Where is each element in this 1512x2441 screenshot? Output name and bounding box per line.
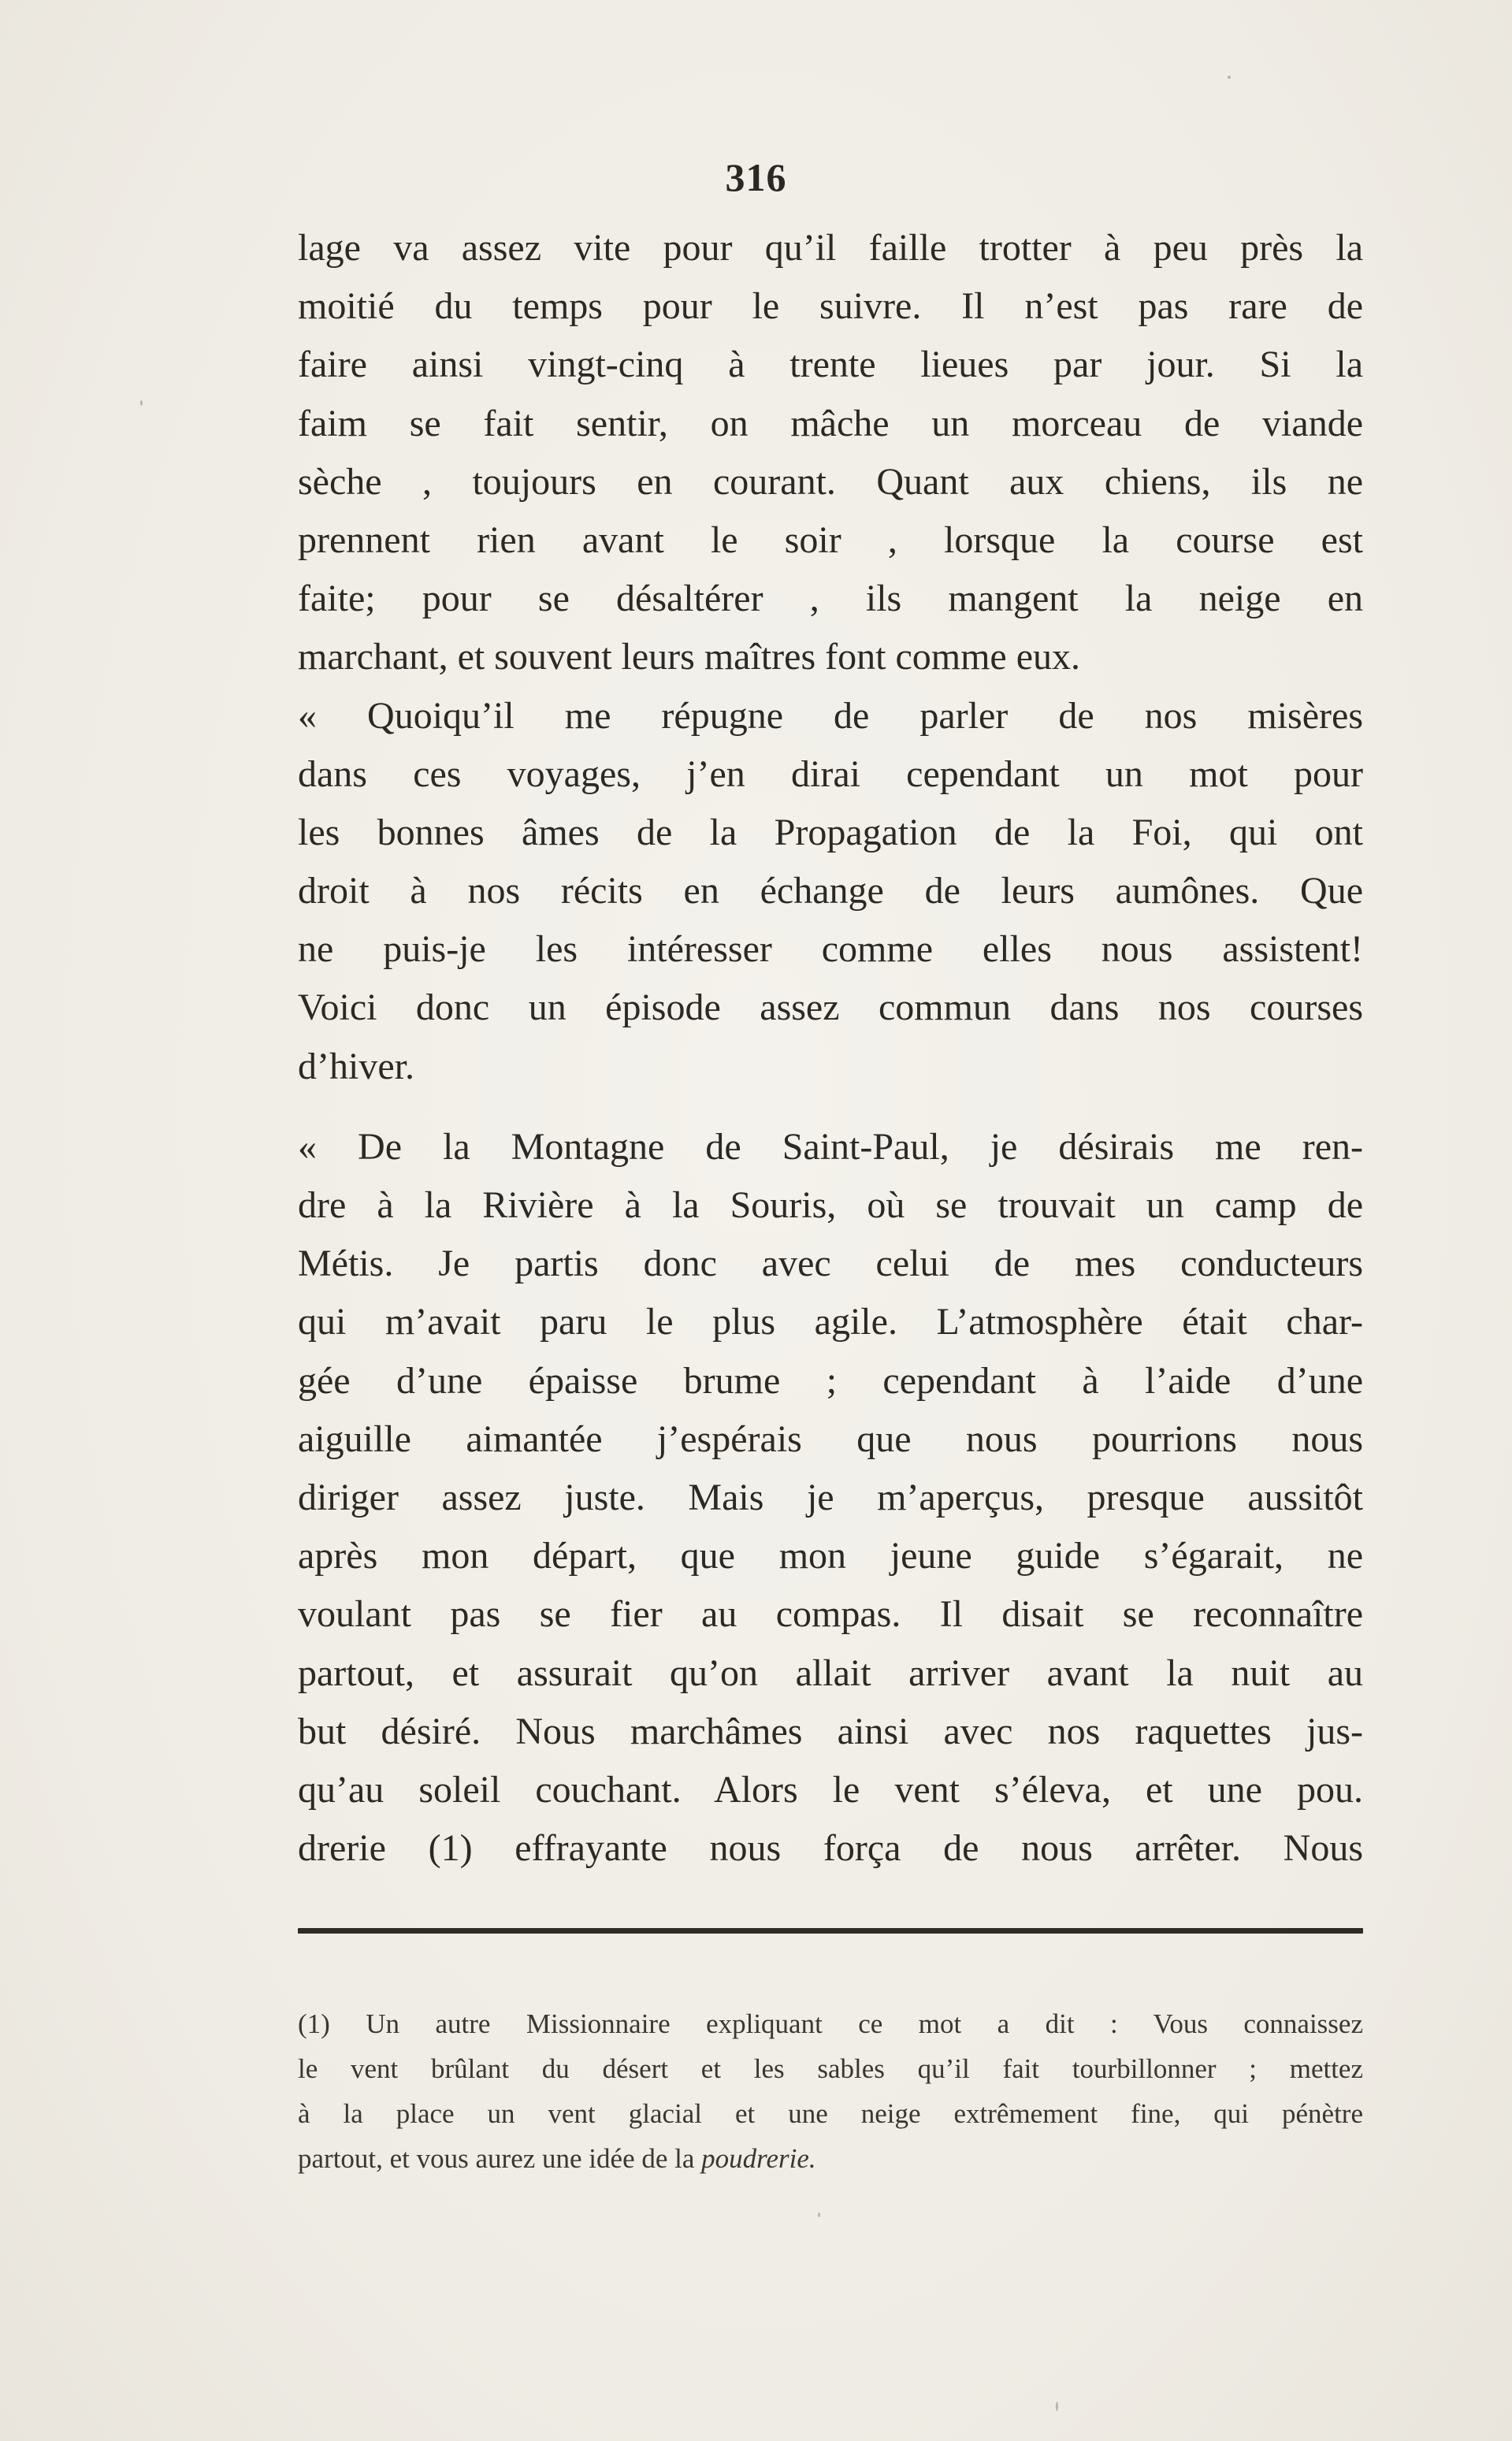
main-text [298, 219, 1363, 1878]
paper-speck [140, 400, 143, 406]
text-line: dre à la Rivière à la Souris, où se trouvait un camp de [298, 1184, 1363, 1226]
text-line: « Quoiqu’il me répugne de parler de nos misères [298, 694, 1363, 737]
text-line: aiguille aimantée j’espérais que nous pourrions nous [298, 1417, 1363, 1460]
text-line: Voici donc un épisode assez commun dans nos courses [298, 986, 1363, 1029]
text-line: partout, et assurait qu’on allait arriver avant la nuit au [298, 1651, 1363, 1694]
paragraph-gap [298, 1096, 1363, 1118]
text-line: drerie (1) effrayante nous força de nous arrêter. Nous [298, 1827, 1363, 1870]
footnote-line: (1) Un autre Missionnaire expliquant ce mot a dit : Vous connaissez [298, 2008, 1363, 2039]
text-line: gée d’une épaisse brume ; cependant à l’aide d’une [298, 1359, 1363, 1402]
paper-speck [818, 2213, 820, 2217]
footnote-emphasis: poudrerie. [701, 2143, 816, 2174]
text-line: prennent rien avant le soir , lorsque la course est [298, 518, 1363, 561]
footnote-divider [298, 1928, 1363, 1934]
page-number: 316 [725, 155, 787, 199]
text-line: moitié du temps pour le suivre. Il n’est pas rare de [298, 285, 1363, 328]
text-line: lage va assez vite pour qu’il faille trotter à peu près la [298, 227, 1363, 269]
footnote-line: à la place un vent glacial et une neige extrêmement fine, qui pénètre [298, 2098, 1363, 2129]
text-line: « De la Montagne de Saint-Paul, je désirais me ren- [298, 1125, 1363, 1168]
text-line: sèche , toujours en courant. Quant aux chiens, ils ne [298, 460, 1363, 503]
text-line: diriger assez juste. Mais je m’aperçus, presque aussitôt [298, 1476, 1363, 1518]
text-line: Métis. Je partis donc avec celui de mes conducteurs [298, 1243, 1363, 1285]
footnote-line [298, 2136, 1363, 2181]
footnote [298, 2001, 1363, 2181]
text-line: les bonnes âmes de la Propagation de la Foi, qui ont [298, 811, 1363, 853]
text-line: qui m’avait paru le plus agile. L’atmosphère était char- [298, 1301, 1363, 1343]
text-line: d’hiver. [298, 1045, 414, 1087]
paper-speck [1228, 76, 1231, 79]
text-line: qu’au soleil couchant. Alors le vent s’éleva, et une pou. [298, 1768, 1363, 1811]
text-line: après mon départ, que mon jeune guide s’égarait, ne [298, 1535, 1363, 1577]
paper-speck [1056, 2402, 1058, 2411]
text-line: voulant pas se fier au compas. Il disait se reconnaître [298, 1593, 1363, 1636]
text-line: marchant, et souvent leurs maîtres font comme eux. [298, 636, 1081, 678]
text-line: faire ainsi vingt-cinq à trente lieues par jour. Si la [298, 344, 1363, 386]
text-line: dans ces voyages, j’en dirai cependant un mot pour [298, 752, 1363, 795]
text-line: droit à nos récits en échange de leurs aumônes. Que [298, 870, 1363, 912]
text-line: but désiré. Nous marchâmes ainsi avec nos raquettes jus- [298, 1710, 1363, 1752]
footnote-line: le vent brûlant du désert et les sables qu’il fait tourbillonner ; mettez [298, 2053, 1363, 2084]
footnote-last-text: partout, et vous aurez une idée de la [298, 2143, 695, 2174]
text-line: faite; pour se désaltérer , ils mangent la neige en [298, 578, 1363, 620]
text-line: faim se fait sentir, on mâche un morceau de viande [298, 402, 1363, 444]
text-line: ne puis-je les intéresser comme elles nous assistent! [298, 928, 1363, 971]
